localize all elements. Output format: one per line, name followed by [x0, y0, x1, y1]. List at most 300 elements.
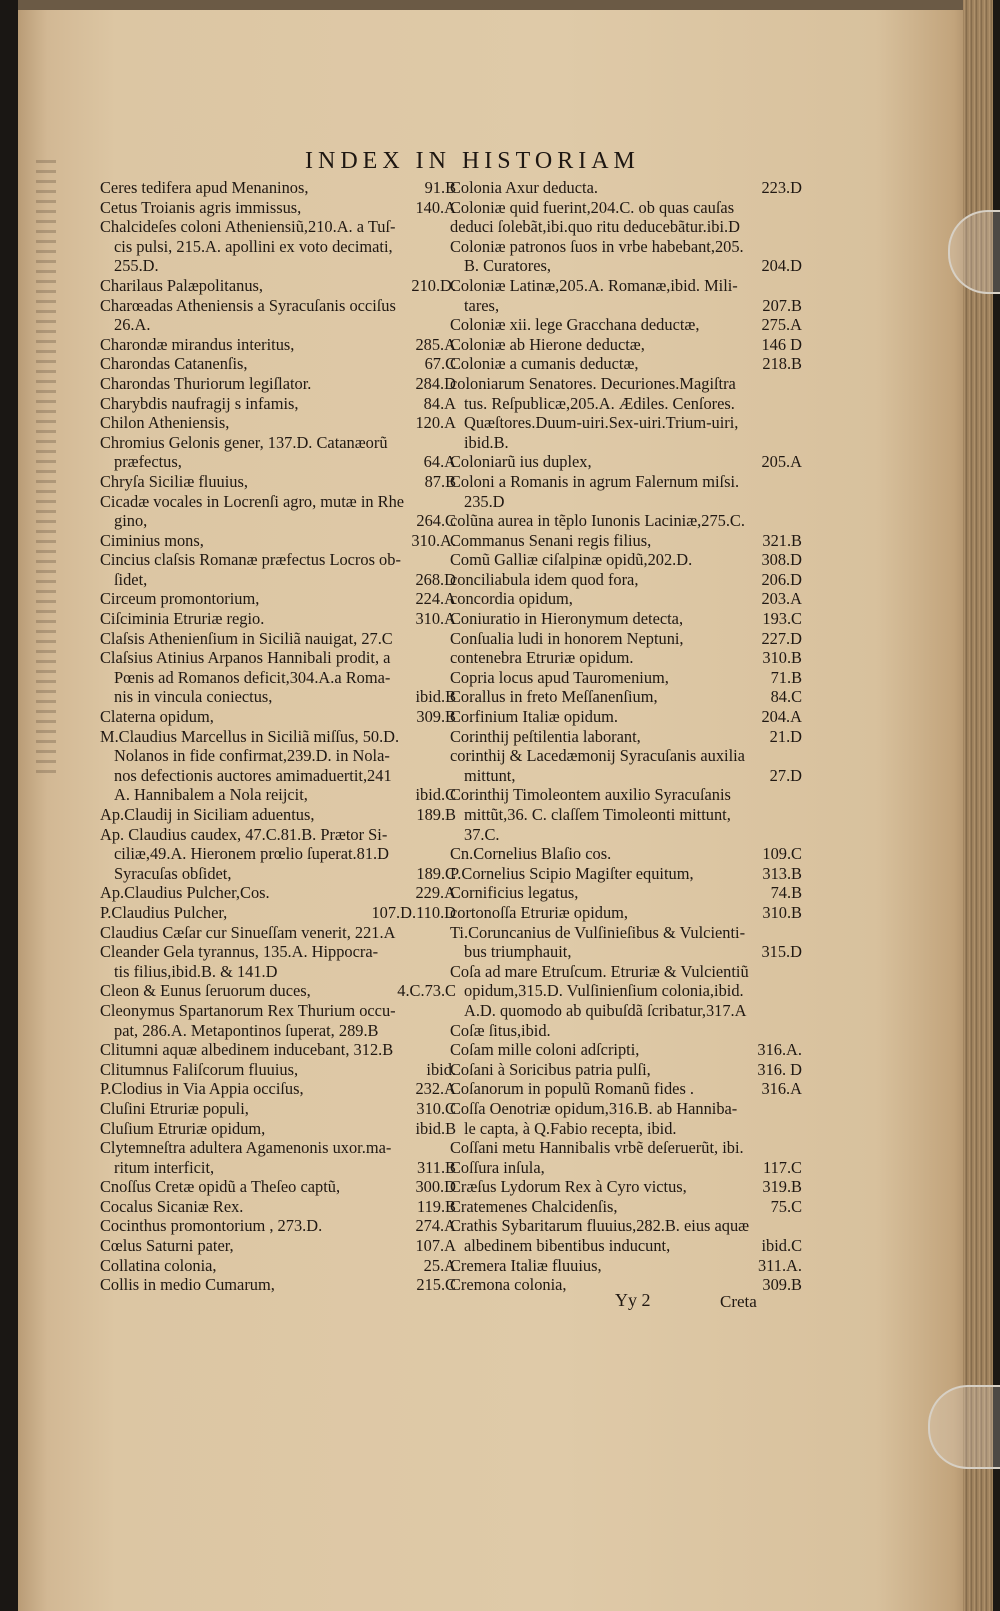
index-entry-text: Chryſa Siciliæ fluuius,: [100, 471, 248, 491]
index-entry: [450, 609, 802, 629]
index-entry-ref: 310.A.: [411, 530, 456, 550]
index-entry-text: P.Clodius in Via Appia occiſus,: [100, 1079, 304, 1099]
index-entry-text: A. Hannibalem a Nola reijcit,: [114, 785, 308, 805]
index-entry: [100, 1040, 456, 1060]
index-entry-text: P.Cornelius Scipio Magiſter equitum,: [450, 863, 694, 883]
index-entry: [100, 942, 456, 962]
page-top-shadow: [18, 0, 993, 10]
index-entry: [450, 335, 802, 355]
index-entry: [450, 198, 802, 218]
index-entry-text: Ciminius mons,: [100, 530, 204, 550]
index-entry-text: Cremona colonia,: [450, 1275, 567, 1295]
index-entry-ref: 315.D: [761, 942, 802, 962]
index-entry-ref: 27.D: [769, 765, 802, 785]
index-entry-text: tis filius,ibid.B. & 141.D: [114, 961, 278, 981]
index-entry: [100, 178, 456, 198]
index-entry-text: opidum,315.D. Vulſinienſium colonia,ibid.: [464, 981, 744, 1001]
index-entry: [100, 589, 456, 609]
index-entry: [450, 589, 802, 609]
index-entry-ref: 310.B: [762, 648, 802, 668]
index-entry-ref: 117.C: [762, 1157, 802, 1177]
index-entry-text: Coloniæ patronos ſuos in vrbe habebant,205.: [450, 236, 744, 256]
index-entry-ref: 275.A: [761, 315, 802, 335]
index-entry-text: Ap. Claudius caudex, 47.C.81.B. Prætor Si-: [100, 824, 388, 844]
index-entry-text: ibid.B.: [464, 432, 509, 452]
index-entry-text: Cn.Cornelius Blaſio cos.: [450, 844, 612, 864]
index-entry: [450, 276, 802, 296]
index-entry-text: coloniarum Senatores. Decuriones.Magiſtra: [450, 373, 736, 393]
index-entry-ref: 204.D: [761, 256, 802, 276]
index-entry-text: cortonoſſa Etruriæ opidum,: [450, 902, 628, 922]
index-entry-text: corinthij & Lacedæmonij Syracuſanis auxilia: [450, 746, 745, 766]
page-clip-top: [948, 210, 1000, 294]
index-entry: [100, 315, 456, 335]
index-entry-ref: 310.C: [416, 1098, 456, 1118]
index-entry-ref: 107.D.110.D: [371, 902, 456, 922]
index-entry-ref: 206.D: [761, 569, 802, 589]
index-entry-text: Cluſium Etruriæ opidum,: [100, 1118, 266, 1138]
index-entry-text: bus triumphauit,: [464, 942, 572, 962]
index-entry-text: Coſani à Soricibus patria pulſi,: [450, 1059, 651, 1079]
index-entry-ref: 285.A: [415, 334, 456, 354]
index-entry-text: concordia opidum,: [450, 589, 573, 609]
index-entry-ref: 109.C: [762, 844, 802, 864]
index-entry: [450, 472, 802, 492]
index-entry: [450, 903, 802, 923]
index-entry-text: ciliæ,49.A. Hieronem prœlio ſuperat.81.D: [114, 844, 389, 864]
index-entry: [450, 785, 802, 805]
index-entry-text: Cleonymus Spartanorum Rex Thurium occu-: [100, 1000, 396, 1020]
index-entry-ref: 309.B: [416, 707, 456, 727]
index-entry: [450, 1021, 802, 1041]
index-entry-ref: 64.A: [423, 452, 456, 472]
index-entry-ref: 119.B: [416, 1196, 456, 1216]
index-entry-text: contenebra Etruriæ opidum.: [450, 648, 634, 668]
index-entry: [450, 1060, 802, 1080]
index-entry-text: Corfinium Italiæ opidum.: [450, 707, 618, 727]
index-column-right: [450, 178, 802, 1295]
index-entry: [450, 746, 802, 766]
index-entry: [100, 1216, 456, 1236]
index-entry-text: Collatina colonia,: [100, 1255, 217, 1275]
index-entry: [450, 766, 802, 786]
index-entry: [100, 1275, 456, 1295]
index-entry-text: nis in vincula coniectus,: [114, 687, 273, 707]
index-entry: [100, 492, 456, 512]
index-entry-text: Nolanos in fide confirmat,239.D. in Nola-: [114, 746, 390, 766]
index-entry-ref: 218.B: [762, 354, 802, 374]
index-entry: [100, 805, 456, 825]
index-entry-ref: 319.B: [762, 1177, 802, 1197]
index-entry: [100, 1256, 456, 1276]
index-entry: [100, 687, 456, 707]
index-entry-ref: 300.D: [415, 1177, 456, 1197]
index-entry-text: Charybdis naufragij s infamis,: [100, 393, 299, 413]
index-entry-ref: 84.A: [423, 393, 456, 413]
index-entry-text: 235.D: [464, 491, 505, 511]
index-entry: [100, 903, 456, 923]
bleed-through-text: [36, 160, 56, 780]
index-entry-text: Claſsius Atinius Arpanos Hannibali prodit, a: [100, 648, 391, 668]
index-entry-text: Chilon Atheniensis,: [100, 413, 230, 433]
index-entry-text: M.Claudius Marcellus in Siciliã miſſus, 50.D.: [100, 726, 400, 746]
index-entry: [100, 844, 456, 864]
index-entry-ref: 189.C: [416, 863, 456, 883]
index-entry: [100, 864, 456, 884]
index-entry-text: Charondas Thuriorum legiſlator.: [100, 373, 312, 393]
index-entry-ref: 308.D: [761, 550, 802, 570]
index-entry-ref: 74.B: [770, 883, 802, 903]
index-entry-text: ſidet,: [114, 569, 148, 589]
index-entry-ref: 223.D: [761, 178, 802, 197]
index-entry: [100, 648, 456, 668]
index-entry-text: conciliabula idem quod fora,: [450, 569, 639, 589]
index-entry-text: Claudius Cæſar cur Sinueſſam venerit, 221.A: [100, 922, 396, 942]
index-entry: [100, 550, 456, 570]
index-entry: [450, 1158, 802, 1178]
index-entry-text: Coſſa Oenotriæ opidum,316.B. ab Hanniba-: [450, 1098, 738, 1118]
index-entry-ref: 67.C: [424, 354, 456, 374]
index-entry: [450, 531, 802, 551]
index-entry-ref: 87.B: [424, 471, 456, 491]
index-entry-ref: 120.A: [415, 413, 456, 433]
index-entry: [450, 452, 802, 472]
index-entry-text: le capta, à Q.Fabio recepta, ibid.: [464, 1118, 677, 1138]
index-entry: [100, 707, 456, 727]
index-entry-text: Claterna opidum,: [100, 707, 214, 727]
index-entry: [450, 570, 802, 590]
index-entry-text: Cocalus Sicaniæ Rex.: [100, 1196, 244, 1216]
index-entry: [450, 923, 802, 943]
index-entry-text: Syracuſas obſidet,: [114, 863, 232, 883]
index-entry-text: mittũt,36. C. claſſem Timoleonti mittunt,: [464, 805, 731, 824]
index-entry: [450, 492, 802, 512]
index-entry: [450, 237, 802, 257]
index-entry-text: albedinem bibentibus inducunt,: [464, 1236, 671, 1256]
index-entry-ref: 309.B: [762, 1275, 802, 1295]
index-entry-ref: 205.A: [761, 452, 802, 472]
index-entry: [450, 864, 802, 884]
index-entry: [450, 687, 802, 707]
index-entry: [450, 1001, 802, 1021]
index-entry: [450, 962, 802, 982]
index-entry-ref: ibid.B: [415, 1118, 456, 1138]
index-entry-ref: 316.A.: [757, 1040, 802, 1060]
index-entry-ref: 4.C.73.C: [397, 981, 456, 1001]
page-title: INDEX IN HISTORIAM: [305, 148, 640, 174]
index-entry: [450, 844, 802, 864]
index-entry: [100, 256, 456, 276]
index-entry: [100, 1060, 456, 1080]
index-entry-ref: 268.D: [415, 569, 456, 589]
page-clip-bottom: [928, 1385, 1000, 1469]
index-entry: [450, 1099, 802, 1119]
index-entry-ref: 21.D: [769, 726, 802, 746]
index-entry: [100, 1197, 456, 1217]
index-entry-ref: 107.A: [415, 1236, 456, 1256]
index-entry: [450, 981, 802, 1001]
index-entry-text: Ap.Claudius Pulcher,Cos.: [100, 883, 270, 903]
index-entry: [450, 883, 802, 903]
index-entry-text: Pœnis ad Romanos deficit,304.A.a Roma-: [114, 667, 391, 687]
index-entry-ref: 189.B: [416, 805, 456, 824]
index-entry: [100, 962, 456, 982]
index-entry-text: Colonia Axur deducta.: [450, 178, 598, 197]
index-entry-text: 255.D.: [114, 256, 159, 276]
index-entry: [100, 1236, 456, 1256]
index-entry-ref: 84.C: [770, 687, 802, 707]
index-entry: [100, 472, 456, 492]
index-entry-text: Cornificius legatus,: [450, 883, 579, 903]
index-entry-ref: 25.A: [423, 1255, 456, 1275]
index-entry-text: Quæſtores.Duum-uiri.Sex-uiri.Trium-uiri,: [464, 413, 739, 433]
index-entry: [450, 825, 802, 845]
index-entry-text: Coſanorum in populũ Romanũ fides .: [450, 1079, 695, 1099]
index-entry: [100, 785, 456, 805]
index-entry-text: Corinthij peſtilentia laborant,: [450, 726, 641, 746]
index-entry-ref: 229.A: [415, 883, 456, 903]
index-entry-text: Coſſura inſula,: [450, 1157, 545, 1177]
index-entry-text: Clytemneſtra adultera Agamenonis uxor.ma-: [100, 1138, 392, 1158]
index-entry: [100, 335, 456, 355]
index-entry: [100, 296, 456, 316]
index-entry: [450, 256, 802, 276]
index-entry-text: Copria locus apud Tauromenium,: [450, 667, 669, 687]
index-entry: [450, 413, 802, 433]
index-entry-ref: ibid.C: [761, 1236, 802, 1256]
index-entry-text: Coloniarũ ius duplex,: [450, 452, 592, 472]
index-entry-ref: 203.A: [761, 589, 802, 609]
index-entry: [100, 629, 456, 649]
index-entry: [450, 648, 802, 668]
index-entry: [450, 1177, 802, 1197]
index-entry-text: pat, 286.A. Metapontinos ſuperat, 289.B: [114, 1020, 379, 1040]
catchword: Creta: [720, 1292, 757, 1311]
index-entry-ref: 215.C: [416, 1275, 456, 1295]
index-entry-ref: 313.B: [762, 863, 802, 883]
index-entry-text: Coloniæ Latinæ,205.A. Romanæ,ibid. Mili-: [450, 275, 738, 295]
index-entry-ref: 232.A: [415, 1079, 456, 1099]
index-entry: [100, 276, 456, 296]
index-entry-text: Corinthij Timoleontem auxilio Syracuſanis: [450, 785, 731, 805]
index-entry-ref: ibid.: [426, 1059, 456, 1079]
index-entry: [100, 413, 456, 433]
index-entry-text: Cleander Gela tyrannus, 135.A. Hippocra-: [100, 942, 379, 962]
index-entry: [100, 1001, 456, 1021]
index-entry: [450, 433, 802, 453]
index-entry: [100, 511, 456, 531]
index-entry-text: Cleon & Eunus ſeruorum duces,: [100, 981, 311, 1001]
index-entry-text: Coloniæ a cumanis deductæ,: [450, 354, 639, 374]
index-entry: [100, 1177, 456, 1197]
index-entry: [100, 746, 456, 766]
index-entry-text: Chalcideſes coloni Atheniensiũ,210.A. a Tuſ-: [100, 217, 396, 237]
index-entry-text: Cratemenes Chalcidenſis,: [450, 1196, 618, 1216]
index-entry-text: Corallus in freto Meſſanenſium,: [450, 687, 658, 707]
index-entry-text: mittunt,: [464, 765, 516, 785]
index-entry-text: Ciſciminia Etruriæ regio.: [100, 609, 265, 629]
index-entry-text: Ceres tedifera apud Menaninos,: [100, 178, 309, 197]
index-entry: [100, 198, 456, 218]
index-entry: [450, 1236, 802, 1256]
index-entry: [450, 1197, 802, 1217]
index-entry-text: Comũ Galliæ ciſalpinæ opidũ,202.D.: [450, 550, 693, 570]
index-entry-ref: 264.C: [416, 511, 456, 531]
index-entry: [100, 766, 456, 786]
index-entry-text: Coloniæ ab Hierone deductæ,: [450, 334, 645, 354]
index-entry-ref: 207.B: [762, 295, 802, 315]
index-entry-ref: 204.A: [761, 707, 802, 727]
index-entry: [100, 433, 456, 453]
index-entry-text: Charilaus Palæpolitanus,: [100, 275, 263, 295]
index-entry-text: Cnoſſus Cretæ opidũ a Theſeo captũ,: [100, 1177, 341, 1197]
index-entry-ref: ibid.B: [415, 687, 456, 707]
index-entry: [450, 511, 802, 531]
index-entry-text: Charondas Catanenſis,: [100, 354, 248, 374]
index-entry: [100, 531, 456, 551]
index-entry: [100, 1099, 456, 1119]
index-entry-ref: 227.D: [761, 628, 802, 648]
index-entry: [450, 178, 802, 198]
index-entry: [450, 1119, 802, 1139]
index-entry-text: Coſæ ſitus,ibid.: [450, 1020, 551, 1040]
index-entry-ref: 140.A: [415, 197, 456, 217]
index-entry-text: A.D. quomodo ab quibuſdã ſcribatur,317.A: [464, 1000, 747, 1020]
index-entry-ref: 316. D: [757, 1059, 802, 1079]
index-entry: [100, 1158, 456, 1178]
index-entry-text: nos defectionis auctores amimaduertit,241: [114, 765, 392, 785]
index-entry: [450, 668, 802, 688]
index-entry-text: Commanus Senani regis filius,: [450, 530, 652, 550]
index-entry: [450, 805, 802, 825]
index-entry: [450, 550, 802, 570]
index-entry-text: Charondæ mirandus interitus,: [100, 334, 295, 354]
index-entry-ref: ibid.C: [415, 785, 456, 805]
signature-mark: Yy 2: [615, 1290, 651, 1310]
index-entry-ref: 75.C: [770, 1196, 802, 1216]
index-entry-text: Cocinthus promontorium , 273.D.: [100, 1216, 323, 1236]
index-entry-text: Coloni a Romanis in agrum Falernum miſsi.: [450, 471, 740, 491]
index-entry-text: Coniuratio in Hieronymum detecta,: [450, 609, 684, 629]
index-entry-text: Cræſus Lydorum Rex à Cyro victus,: [450, 1177, 687, 1197]
index-column-left: [100, 178, 456, 1295]
index-entry: [450, 629, 802, 649]
index-entry: [450, 315, 802, 335]
index-entry: [100, 609, 456, 629]
index-entry: [100, 1079, 456, 1099]
index-entry-text: Coloniæ quid fuerint,204.C. ob quas cauſas: [450, 197, 735, 217]
index-entry-text: Circeum promontorium,: [100, 589, 260, 609]
index-entry: [450, 217, 802, 237]
index-entry-text: Cremera Italiæ fluuius,: [450, 1255, 602, 1275]
index-entry-text: tus. Reſpublicæ,205.A. Ædiles. Cenſores.: [464, 393, 735, 413]
index-entry-text: Coloniæ xii. lege Gracchana deductæ,: [450, 315, 700, 335]
index-entry: [100, 923, 456, 943]
index-entry: [450, 727, 802, 747]
index-entry-text: P.Claudius Pulcher,: [100, 902, 228, 922]
index-entry-text: deduci ſolebãt,ibi.quo ritu deducebãtur.ibi.D: [450, 217, 740, 237]
index-entry-text: B. Curatores,: [464, 256, 551, 276]
index-entry-text: Cœlus Saturni pater,: [100, 1236, 234, 1256]
index-entry: [450, 1216, 802, 1236]
index-entry: [100, 825, 456, 845]
index-entry: [450, 296, 802, 316]
index-entry: [450, 707, 802, 727]
index-entry-text: Crathis Sybaritarum fluuius,282.B. eius aquæ: [450, 1216, 750, 1236]
index-entry-text: Cluſini Etruriæ populi,: [100, 1098, 249, 1118]
index-entry-text: Clitumni aquæ albedinem inducebant, 312.B: [100, 1040, 394, 1060]
index-entry: [100, 1021, 456, 1041]
index-entry-ref: 310.A: [415, 609, 456, 629]
index-entry: [100, 1138, 456, 1158]
index-entry-text: Coſam mille coloni adſcripti,: [450, 1040, 640, 1060]
index-entry-ref: 224.A: [415, 589, 456, 609]
index-entry-text: Charœadas Atheniensis a Syracuſanis occiſus: [100, 295, 396, 315]
index-entry-text: Cincius claſsis Romanæ præfectus Locros ob-: [100, 550, 401, 570]
index-entry: [450, 1138, 802, 1158]
index-entry-ref: 311.B: [416, 1157, 456, 1177]
index-entry-ref: 210.D.: [411, 275, 456, 295]
index-entry: [100, 354, 456, 374]
index-entry-text: præfectus,: [114, 452, 182, 472]
index-entry-ref: 146 D: [761, 334, 802, 354]
index-entry: [450, 1040, 802, 1060]
index-entry-text: Claſsis Athenienſium in Siciliã nauigat, 27.C: [100, 628, 393, 648]
index-entry: [450, 374, 802, 394]
index-entry: [100, 452, 456, 472]
index-entry: [450, 1079, 802, 1099]
index-entry: [100, 668, 456, 688]
index-entry: [100, 217, 456, 237]
index-entry-ref: 193.C: [762, 609, 802, 629]
index-entry-ref: 71.B: [770, 667, 802, 687]
index-entry-text: colũna aurea in tẽplo Iunonis Laciniæ,275.C.: [450, 511, 745, 531]
index-entry-ref: 274.A: [415, 1216, 456, 1236]
index-entry: [450, 942, 802, 962]
index-entry-ref: 321.B: [762, 530, 802, 550]
index-entry: [100, 883, 456, 903]
index-entry: [100, 570, 456, 590]
index-entry: [100, 374, 456, 394]
index-entry: [100, 394, 456, 414]
index-entry-text: tares,: [464, 295, 500, 315]
index-entry-ref: 311.A.: [757, 1255, 802, 1275]
index-entry-text: Ti.Coruncanius de Vulſinieſibus & Vulcienti-: [450, 922, 746, 942]
index-entry-ref: 310.B: [762, 902, 802, 922]
index-entry-text: Cicadæ vocales in Locrenſi agro, mutæ in Rhe: [100, 491, 405, 511]
index-entry: [450, 394, 802, 414]
index-entry: [450, 1256, 802, 1276]
index-entry-ref: 91.B: [424, 178, 456, 197]
index-entry-ref: 316.A: [761, 1079, 802, 1099]
index-entry: [100, 1119, 456, 1139]
index-entry-text: Collis in medio Cumarum,: [100, 1275, 275, 1295]
index-entry-text: Coſſani metu Hannibalis vrbẽ deſeruerũt, ibi.: [450, 1138, 744, 1158]
index-entry-text: Ap.Claudij in Siciliam aduentus,: [100, 805, 315, 824]
index-entry-ref: 284.D: [415, 373, 456, 393]
index-entry-text: Cetus Troianis agris immissus,: [100, 197, 302, 217]
index-entry-text: cis pulsi, 215.A. apollini ex voto decimati,: [114, 236, 393, 256]
index-entry-text: 37.C.: [464, 824, 500, 844]
index-entry-text: Conſualia ludi in honorem Neptuni,: [450, 628, 684, 648]
index-entry: [450, 354, 802, 374]
index-entry-text: Chromius Gelonis gener, 137.D. Catanæorũ: [100, 432, 388, 452]
index-entry: [100, 237, 456, 257]
index-entry-text: gino,: [114, 511, 148, 531]
index-entry: [100, 727, 456, 747]
index-entry-text: 26.A.: [114, 315, 151, 335]
index-entry-text: Coſa ad mare Etruſcum. Etruriæ & Vulcientiũ: [450, 961, 749, 981]
